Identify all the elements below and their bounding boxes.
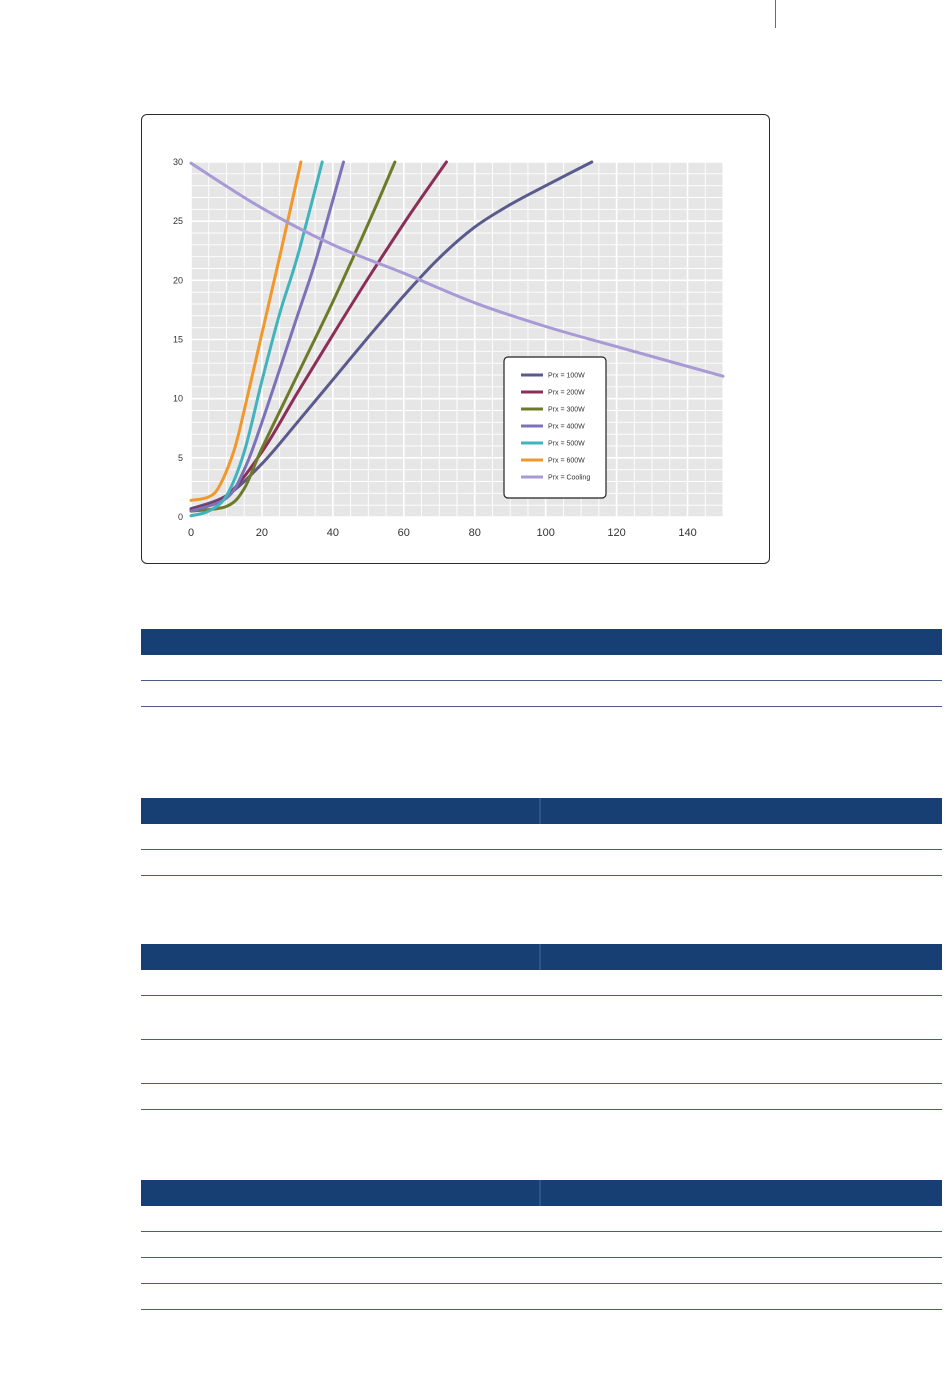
table-row — [141, 1258, 942, 1284]
y-tick-label: 20 — [172, 275, 183, 286]
legend-label: Prx = 500W — [548, 440, 585, 448]
table-row — [141, 824, 942, 850]
y-tick-label: 0 — [177, 512, 183, 522]
data-table-2 — [141, 798, 942, 876]
table-row — [141, 1284, 942, 1310]
x-tick-label: 20 — [255, 527, 269, 539]
table-header — [141, 1180, 942, 1206]
table-header — [141, 798, 942, 824]
table-row — [141, 655, 942, 681]
y-tick-label: 10 — [172, 393, 183, 404]
table-header — [141, 629, 942, 655]
legend-label: Prx = Cooling — [548, 474, 591, 482]
y-tick-label: 25 — [172, 216, 183, 227]
x-tick-label: 60 — [397, 527, 410, 539]
table-row — [141, 1206, 942, 1232]
y-tick-label: 5 — [177, 452, 183, 463]
column-divider — [539, 1180, 541, 1206]
table-row — [141, 1040, 942, 1084]
x-tick-label: 120 — [607, 527, 626, 539]
x-tick-label: 140 — [678, 527, 697, 539]
legend-label: Prx = 100W — [548, 372, 585, 380]
y-tick-label: 15 — [172, 334, 183, 345]
table-row — [141, 681, 942, 707]
table-row — [141, 1232, 942, 1258]
table-row — [141, 970, 942, 996]
table-header — [141, 944, 942, 970]
chart-frame — [141, 114, 770, 564]
data-table-4 — [141, 1180, 942, 1310]
column-divider — [539, 798, 541, 824]
data-table-1 — [141, 629, 942, 707]
legend-label: Prx = 200W — [548, 389, 585, 397]
legend-label: Prx = 300W — [548, 406, 585, 414]
line-chart — [142, 115, 771, 565]
column-divider — [539, 944, 541, 970]
legend-label: Prx = 400W — [548, 423, 585, 431]
x-tick-label: 40 — [326, 527, 339, 539]
table-row — [141, 1084, 942, 1110]
table-row — [141, 996, 942, 1040]
x-tick-label: 100 — [536, 527, 555, 539]
legend-label: Prx = 600W — [548, 457, 585, 465]
x-tick-label: 80 — [468, 527, 481, 539]
x-tick-label: 0 — [187, 527, 195, 539]
table-row — [141, 850, 942, 876]
data-table-3 — [141, 944, 942, 1110]
y-tick-label: 30 — [172, 157, 183, 167]
page-rule — [775, 0, 776, 28]
